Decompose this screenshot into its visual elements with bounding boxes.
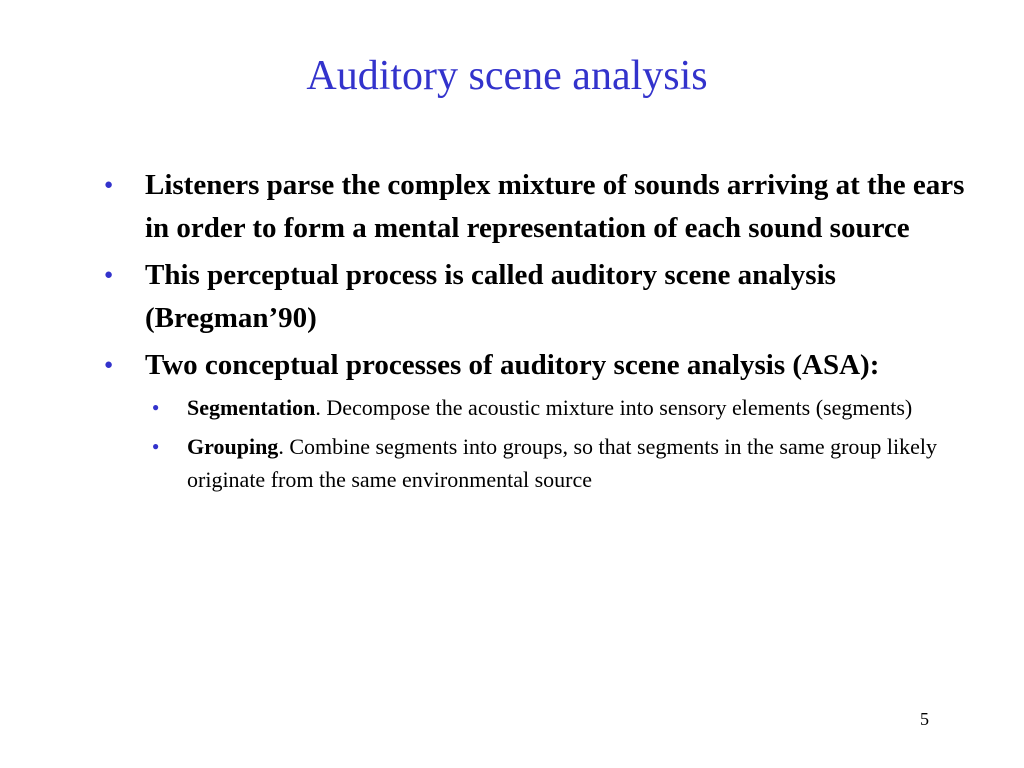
sub-bullet-term: Segmentation xyxy=(187,395,316,420)
sub-bullet-list xyxy=(145,391,980,496)
bullet-item xyxy=(100,344,980,496)
bullet-dot-icon: ● xyxy=(104,177,114,193)
bullet-text: Two conceptual processes of auditory scene analysis (ASA): xyxy=(145,349,880,381)
bullet-item xyxy=(100,254,980,340)
bullet-text: This perceptual process is called auditory scene analysis (Bregman’90) xyxy=(145,259,836,334)
bullet-text: Listeners parse the complex mixture of sounds arriving at the ears in order to form a mental representation of each sound source xyxy=(145,169,965,244)
sub-bullet-text: . Combine segments into groups, so that segments in the same group likely originate from the same environmental source xyxy=(187,434,938,492)
sub-bullet-term: Grouping xyxy=(187,434,279,459)
sub-bullet-dot-icon: ● xyxy=(152,439,160,453)
sub-bullet-text: . Decompose the acoustic mixture into sensory elements (segments) xyxy=(315,395,913,420)
page-number: 5 xyxy=(920,709,929,729)
slide-title: Auditory scene analysis xyxy=(306,53,708,99)
sub-bullet-dot-icon: ● xyxy=(152,400,160,414)
sub-bullet-item xyxy=(142,430,980,496)
sub-bullet-item xyxy=(142,391,980,424)
bullet-dot-icon: ● xyxy=(104,357,114,373)
bullet-list xyxy=(100,164,980,502)
bullet-dot-icon: ● xyxy=(104,267,114,283)
bullet-item xyxy=(100,164,980,250)
